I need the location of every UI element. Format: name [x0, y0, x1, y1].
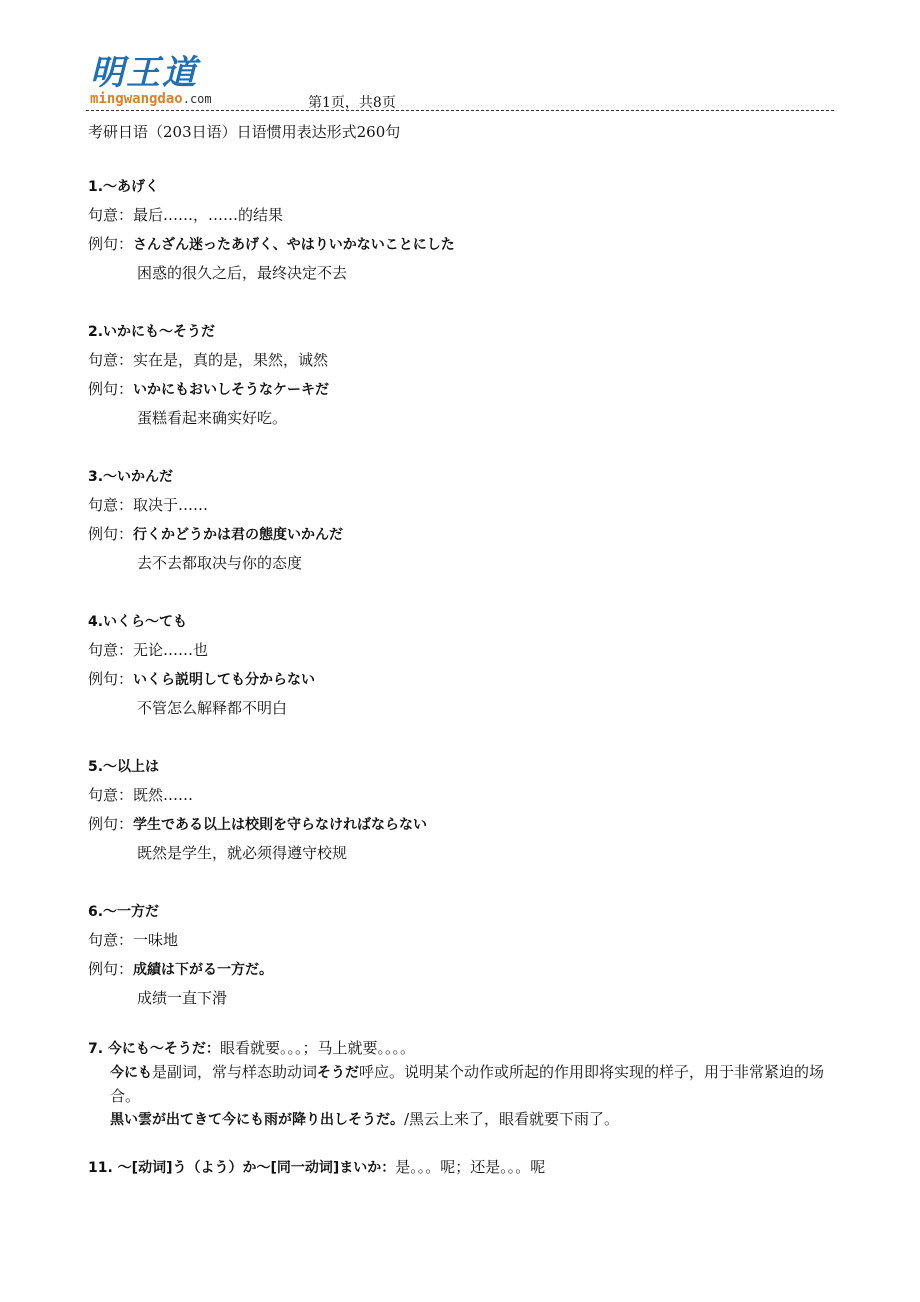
entry-heading: 4.いくら～ても	[88, 614, 188, 630]
meaning-label: 句意：	[88, 931, 134, 949]
entry-1	[88, 175, 838, 291]
entry-meaning: 取决于……	[133, 496, 209, 514]
example-label: 例句：	[88, 960, 134, 978]
entry-4	[88, 610, 838, 726]
example-translation: 蛋糕看起来确实好吃。	[137, 409, 288, 427]
entry-6	[88, 900, 838, 1016]
entry-3	[88, 465, 838, 581]
entry-7	[88, 1037, 838, 1132]
entry-meaning: 实在是，真的是，果然，诚然	[133, 351, 329, 369]
term: そうだ	[317, 1065, 360, 1081]
example-translation: 去不去都取决与你的态度	[137, 554, 303, 572]
example-translation: 既然是学生，就必须得遵守校规	[137, 844, 348, 862]
header-divider	[86, 110, 834, 111]
example-label: 例句：	[88, 670, 134, 688]
explanation-text: 是副词，常与样态助动词	[152, 1063, 318, 1081]
page-number: 第1页，共8页	[308, 95, 396, 111]
meaning-label: 句意：	[88, 496, 134, 514]
entry-meaning: 无论……也	[133, 641, 209, 659]
entry-heading: 7. 今にも～そうだ：	[88, 1041, 220, 1057]
example-sentence: 成績は下がる一方だ。	[133, 962, 274, 978]
example-label: 例句：	[88, 235, 134, 253]
entry-meaning: 一味地	[133, 931, 179, 949]
entry-meaning: 既然……	[133, 786, 194, 804]
example-sentence: 黒い雲が出てきて今にも雨が降り出しそうだ。	[110, 1112, 404, 1128]
explanation-text: 呼应。说明某个动作或所起的作用即将实现的样子，用于非常紧迫的场合。	[110, 1063, 825, 1105]
logo	[90, 55, 212, 107]
example-sentence: いくら説明しても分からない	[133, 672, 316, 688]
example-sentence: いかにもおいしそうなケーキだ	[133, 382, 330, 398]
example-translation: 困惑的很久之后，最终决定不去	[137, 264, 348, 282]
entry-2	[88, 320, 838, 436]
meaning-label: 句意：	[88, 641, 134, 659]
entry-heading: 2.いかにも～そうだ	[88, 324, 216, 340]
example-sentence: 学生である以上は校則を守らなければならない	[133, 817, 428, 833]
example-sentence: 行くかどうかは君の態度いかんだ	[133, 527, 344, 543]
term: 今にも	[110, 1065, 152, 1081]
example-translation: /黑云上来了，眼看就要下雨了。	[404, 1110, 620, 1128]
example-label: 例句：	[88, 380, 134, 398]
entry-meaning: 是。。。呢；还是。。。呢	[395, 1158, 546, 1176]
meaning-label: 句意：	[88, 206, 134, 224]
example-label: 例句：	[88, 815, 134, 833]
example-translation: 成绩一直下滑	[137, 989, 228, 1007]
logo-chinese: 明王道	[90, 53, 198, 93]
entry-11	[88, 1156, 838, 1177]
meaning-label: 句意：	[88, 351, 134, 369]
logo-english: mingwangdao	[90, 91, 183, 107]
entry-meaning: 最后……，……的结果	[133, 206, 284, 224]
doc-title: 考研日语（203日语）日语惯用表达形式260句	[88, 123, 401, 141]
entry-heading: 6.～一方だ	[88, 904, 160, 920]
entry-heading: 3.～いかんだ	[88, 469, 174, 485]
example-label: 例句：	[88, 525, 134, 543]
entry-heading: 11. ～[动词]う（よう）か～[同一动词]まいか：	[88, 1160, 396, 1176]
entry-meaning: 眼看就要。。。；马上就要。。。。	[219, 1039, 415, 1057]
example-sentence: さんざん迷ったあげく、やはりいかないことにした	[133, 237, 455, 253]
example-translation: 不管怎么解释都不明白	[137, 699, 288, 717]
entry-heading: 1.～あげく	[88, 179, 160, 195]
entry-heading: 5.～以上は	[88, 759, 160, 775]
meaning-label: 句意：	[88, 786, 134, 804]
logo-domain: .com	[182, 92, 212, 106]
entry-5	[88, 755, 838, 871]
